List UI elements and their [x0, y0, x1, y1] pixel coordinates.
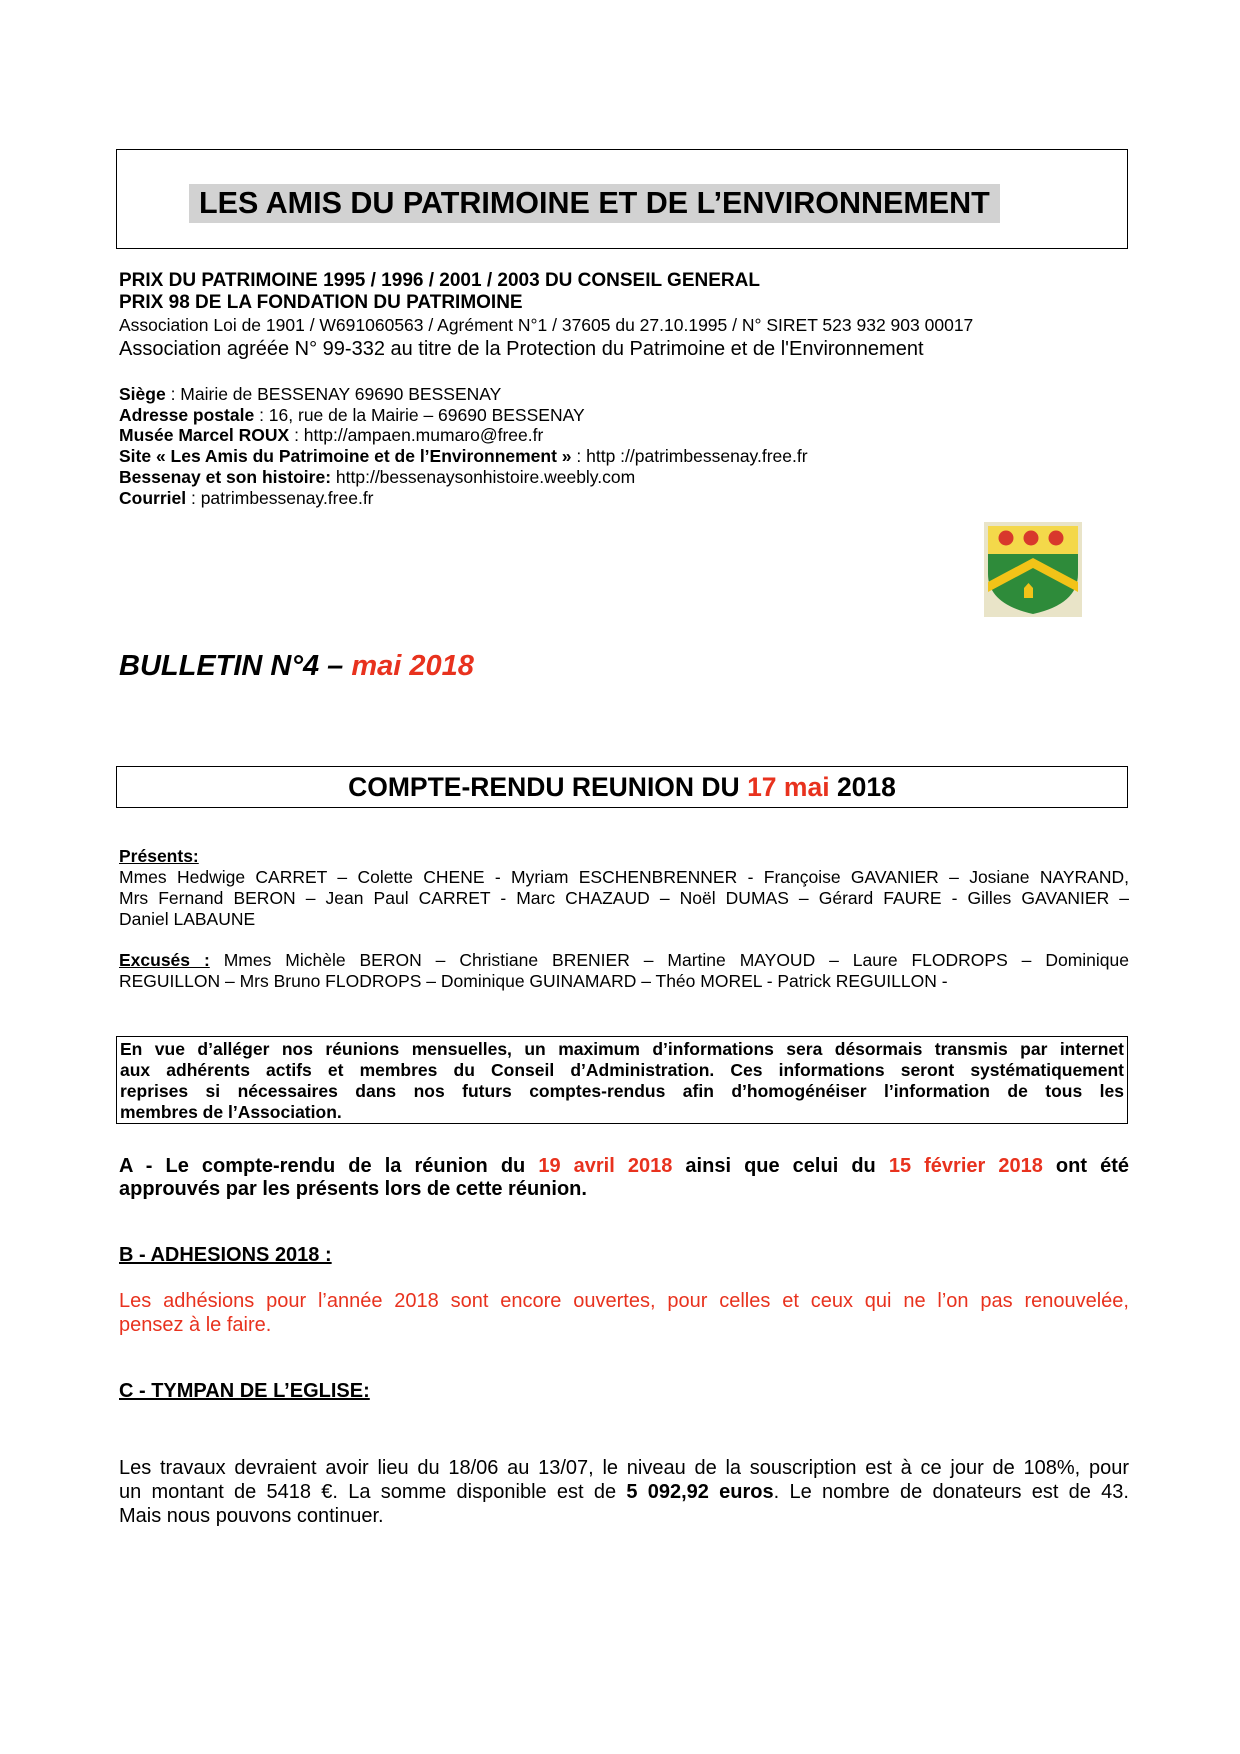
notice-line-2: aux adhérents actifs et membres du Conseil d’Administration. Ces informations seront systématiquement	[120, 1060, 1124, 1080]
excused-heading: Excusés :	[119, 950, 210, 970]
section-c-text: . Le nombre de donateurs est de 43.	[773, 1481, 1129, 1503]
excused-line-1	[119, 950, 1129, 971]
bulletin-number: BULLETIN N°4 –	[119, 650, 352, 682]
shield-icon	[984, 522, 1082, 617]
association-registration: Association Loi de 1901 / W691060563 / Agrément N°1 / 37605 du 27.10.1995 / N° SIRET 523 932 903 00017	[119, 315, 974, 335]
contact-site	[119, 446, 808, 467]
section-c-line-2	[119, 1480, 1129, 1504]
contact-link[interactable]: http ://patrimbessenay.free.fr	[586, 446, 808, 466]
page-title: LES AMIS DU PATRIMOINE ET DE L’ENVIRONNEMENT	[189, 184, 1000, 223]
section-b-line-2: pensez à le faire.	[119, 1314, 272, 1336]
notice-line-3: reprises si nécessaires dans nos futurs comptes-rendus afin d’homogénéiser l’information de tous les	[120, 1081, 1124, 1101]
notice-line-1: En vue d’alléger nos réunions mensuelles, un maximum d’informations sera désormais transmis par internet	[120, 1039, 1124, 1059]
section-a-text: A - Le compte-rendu de la réunion du	[119, 1155, 539, 1177]
contact-histoire	[119, 467, 635, 488]
section-c-line-1: Les travaux devraient avoir lieu du 18/06 au 13/07, le niveau de la souscription est à ce jour de 108%, pour	[119, 1457, 1129, 1479]
section-a-text: ont été	[1042, 1155, 1129, 1177]
section-c-heading: C - TYMPAN DE L’EGLISE:	[119, 1380, 370, 1402]
association-approval: Association agréée N° 99-332 au titre de la Protection du Patrimoine et de l'Environnement	[119, 338, 924, 360]
contact-adresse	[119, 405, 585, 426]
contact-value: 16, rue de la Mairie – 69690 BESSENAY	[268, 405, 585, 425]
report-title-date: 17 mai	[747, 772, 830, 802]
section-b-heading: B - ADHESIONS 2018 :	[119, 1244, 332, 1266]
contact-separator: :	[571, 446, 587, 466]
prize-line-1: PRIX DU PATRIMOINE 1995 / 1996 / 2001 / 2003 DU CONSEIL GENERAL	[119, 270, 760, 291]
presents-heading: Présents:	[119, 846, 199, 866]
notice-box	[116, 1036, 1128, 1124]
contact-courriel	[119, 488, 374, 509]
section-a-date-2: 15 février 2018	[888, 1155, 1043, 1177]
coat-of-arms-logo	[984, 522, 1082, 617]
contact-label: Bessenay et son histoire:	[119, 467, 332, 487]
available-amount: 5 092,92 euros	[626, 1481, 774, 1503]
report-title-box	[116, 766, 1128, 808]
contact-value: Mairie de BESSENAY 69690 BESSENAY	[180, 384, 502, 404]
contact-separator: :	[165, 384, 181, 404]
contact-label: Courriel	[119, 488, 187, 508]
contact-label: Adresse postale	[119, 405, 255, 425]
excused-names: Mmes Michèle BERON – Christiane BRENIER – Martine MAYOUD – Laure FLODROPS – Dominique	[223, 950, 1129, 970]
section-a-line-2: approuvés par les présents lors de cette réunion.	[119, 1178, 587, 1200]
contact-separator: :	[254, 405, 269, 425]
section-a-text: ainsi que celui du	[672, 1155, 889, 1177]
section-c-text: un montant de 5418 €. La somme disponible est de	[119, 1481, 627, 1503]
bulletin-date: mai 2018	[351, 650, 474, 682]
bulletin-heading	[119, 650, 474, 683]
excused-line-2: REGUILLON – Mrs Bruno FLODROPS – Dominique GUINAMARD – Théo MOREL - Patrick REGUILLON -	[119, 971, 948, 991]
contact-link[interactable]: http://bessenaysonhistoire.weebly.com	[335, 467, 636, 487]
section-c-line-3: Mais nous pouvons continuer.	[119, 1505, 384, 1527]
presents-line-2: Mrs Fernand BERON – Jean Paul CARRET - Marc CHAZAUD – Noël DUMAS – Gérard FAURE - Gilles GAVANIER –	[119, 888, 1129, 908]
contact-siege	[119, 384, 501, 405]
contact-link[interactable]: http://ampaen.mumaro@free.fr	[303, 425, 544, 445]
title-box	[116, 149, 1128, 249]
section-a-date-1: 19 avril 2018	[538, 1155, 673, 1177]
report-title-year: 2018	[829, 772, 896, 802]
prize-line-2: PRIX 98 DE LA FONDATION DU PATRIMOINE	[119, 292, 523, 313]
contact-label: Siège	[119, 384, 166, 404]
section-b-line-1: Les adhésions pour l’année 2018 sont encore ouvertes, pour celles et ceux qui ne l’on pas renouvelée,	[119, 1290, 1129, 1312]
contact-label: Site « Les Amis du Patrimoine et de l’Environnement »	[119, 446, 572, 466]
report-title-prefix: COMPTE-RENDU REUNION DU	[348, 772, 748, 802]
presents-line-3: Daniel LABAUNE	[119, 909, 256, 929]
presents-line-1: Mmes Hedwige CARRET – Colette CHENE - Myriam ESCHENBRENNER - Françoise GAVANIER – Josiane NAYRAND,	[119, 867, 1129, 887]
section-a-line-1	[119, 1154, 1129, 1178]
contact-link[interactable]: patrimbessenay.free.fr	[200, 488, 374, 508]
contact-label: Musée Marcel ROUX	[119, 425, 290, 445]
contact-musee	[119, 425, 543, 446]
notice-line-4: membres de l’Association.	[120, 1102, 342, 1122]
contact-separator: :	[186, 488, 201, 508]
contact-separator: :	[289, 425, 304, 445]
